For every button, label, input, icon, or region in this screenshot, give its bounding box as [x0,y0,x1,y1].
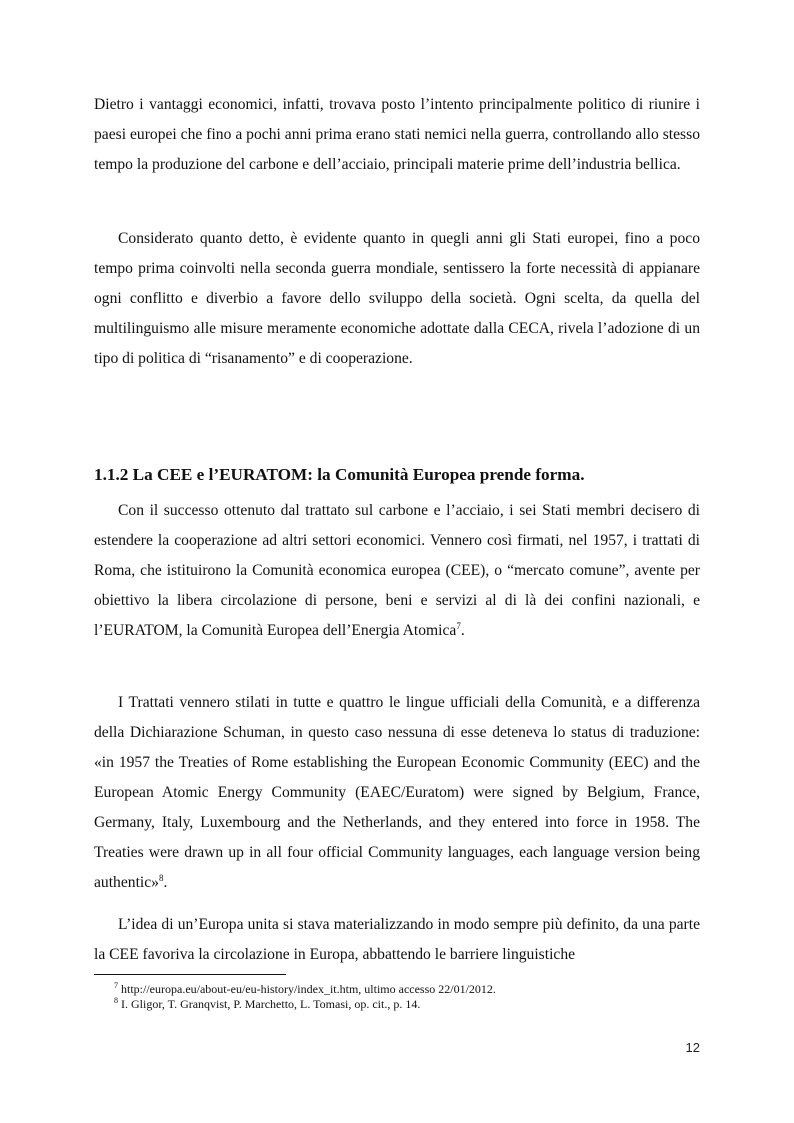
paragraph-3-text: Con il successo ottenuto dal trattato sul carbone e l’acciaio, i sei Stati membri decisero di estendere la cooperazione ad altri settori economici. Vennero così firmati, nel 1957, i trattati di Roma, che istituirono la Comunità economica europea (CEE), o “mercato comune”, avente per obiettivo la libera circolazione di persone, beni e servizi al di là dei confini nazionali, e l’EURATOM, la Comunità Europea dell’Energia Atomica [94,502,700,639]
footnote-7-text[interactable]: http://europa.eu/about-eu/eu-history/index_it.htm, ultimo accesso 22/01/2012. [121,982,496,996]
paragraph-3 [94,496,700,646]
paragraph-5: L’idea di un’Europa unita si stava materializzando in modo sempre più definito, da una parte la CEE favoriva la circolazione in Europa, abbattendo le barriere linguistiche [94,916,700,963]
footnote-8-text: I. Gligor, T. Granqvist, P. Marchetto, L. Tomasi, op. cit., p. 14. [121,997,421,1011]
footnote-7 [114,982,694,997]
paragraph-2: Considerato quanto detto, è evidente quanto in quegli anni gli Stati europei, fino a poco tempo prima coinvolti nella seconda guerra mondiale, sentissero la forte necessità di appianare ogni conflitto e diverbio a favore dello sviluppo della società. Ogni scelta, da quella del multilinguismo alle misure meramente economiche adottate dalla CECA, rivela l’adozione di un tipo di politica di “risanamento” e di cooperazione. [94,230,700,367]
paragraph-3-end: . [460,622,465,639]
page-number: 12 [685,1040,700,1055]
section-heading: 1.1.2 La CEE e l’EURATOM: la Comunità Europea prende forma. [94,465,585,484]
paragraph-4-end: . [163,874,168,891]
paragraph-4 [94,688,700,898]
paragraph-1: Dietro i vantaggi economici, infatti, trovava posto l’intento principalmente politico di riunire i paesi europei che fino a pochi anni prima erano stati nemici nella guerra, controllando allo stesso tempo la produzione del carbone e dell’acciaio, principali materie prime dell’industria bellica. [94,96,700,173]
footnote-8 [114,997,694,1012]
paragraph-4-text: I Trattati vennero stilati in tutte e quattro le lingue ufficiali della Comunità, e a differenza della Dichiarazione Schuman, in questo caso nessuna di esse deteneva lo status di traduzione: «in 1957 the Treaties of Rome establishing the European Economic Community (EEC) and the European Atomic Energy Community (EAEC/Euratom) were signed by Belgium, France, Germany, Italy, Luxembourg and the Netherlands, and they entered into force in 1958. The Treaties were drawn up in all four official Community languages, each language version being authentic» [94,694,700,891]
footnotes [114,982,694,1012]
footnote-ref-7[interactable]: 7 [456,620,461,631]
footnote-8-number: 8 [114,996,118,1005]
footnote-divider [94,974,286,975]
footnote-ref-8[interactable]: 8 [158,872,164,883]
footnote-7-number: 7 [114,981,118,990]
